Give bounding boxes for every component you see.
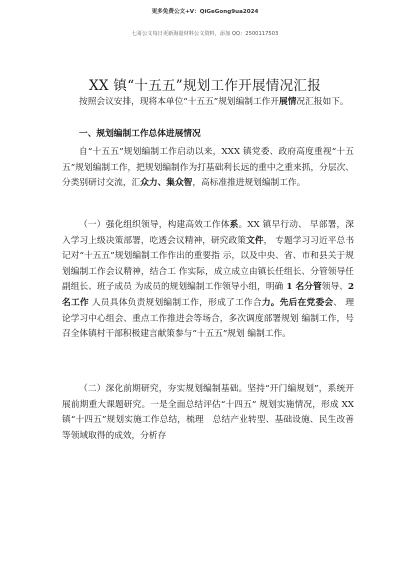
point1-paragraph [62,218,354,343]
point1-bold-1: 系 [229,220,239,230]
intro-text: 按照会议安排，现将本单位“十五五”规划编制工作开 [79,97,280,107]
point1-bold-5: 力。先后在党委会 [261,297,334,308]
section1-paragraph [62,145,354,192]
point1-text: （一）强化组织领导，构建高效工作体 [79,220,230,230]
point1-bold-4: 2 名工作 [62,282,354,308]
intro-text-end: 况汇报如下。 [296,97,349,107]
point2-text: （二）深化前期研究，夯实规划编制基础。坚持“开门编规划”，系统开展前期重大课题研究。一是全面总结评估“十四五” 规划实施情况，形成 XX 镇“十四五”规划实施工作总结，梳理 总结产业转型、基础设施、民生改善等领域取得的成效，分析存 [62,384,354,441]
point1-text-5: 人员具体负责规划编制工作，形成了工作合 [88,297,262,308]
sub-note: 七哥公文每日更新海量材料公文资料，添加 QQ：2500117503 [131,31,279,37]
section1-bold: 众力、集众智 [140,178,193,189]
section1-heading-block [62,127,354,143]
document-title: XX 镇“十五五”规划工作开展情况汇报 [88,78,321,94]
point2-paragraph [62,382,354,444]
point1-text-3: ， 专题学习习近平总书记对“十五五”规划编制工作作出的重要指 示，以及中央、省、市和县关于规划编制工作会议精神，结合工 作实际，成立成立由镇长任组长、分管领导任副组长、班子成员 为成员的规划编制工作领导小组，明确 [62,235,355,293]
section1-text-end: ，高标准推进规划编制工作。 [192,178,306,189]
point1-bold-2: 文件 [246,235,264,246]
point1-text-2: 。XX 镇早行动、 早部署，深入学习上级决策部署，吃透会议精神，研究政策 [62,220,354,246]
intro-paragraph [62,95,354,111]
point1-text-6: 、 理论学习中心组会、重点工作推进会等场合，多次调度部署规划 编制工作，号召全体镇村干部积极建言献策参与“十五五”规划 编制工作。 [62,297,355,340]
top-note: 更多免费公文+V：QiGeGong9ua2024 [151,9,259,15]
point1-bold-3: 1 名分管 [283,282,322,293]
section1-text: 自“十五五”规划编制工作启动以来，XXX 镇党委、政府高度重视“十五五”规划编制工作，把规划编制作为打基础利长远的重中之重来抓，分层次、分类别研讨交流，汇 [62,147,354,189]
intro-bold: 展情 [279,97,297,107]
section1-heading: 一、规划编制工作总体进展情况 [79,129,201,139]
point1-text-4: 领导、 [321,282,348,293]
